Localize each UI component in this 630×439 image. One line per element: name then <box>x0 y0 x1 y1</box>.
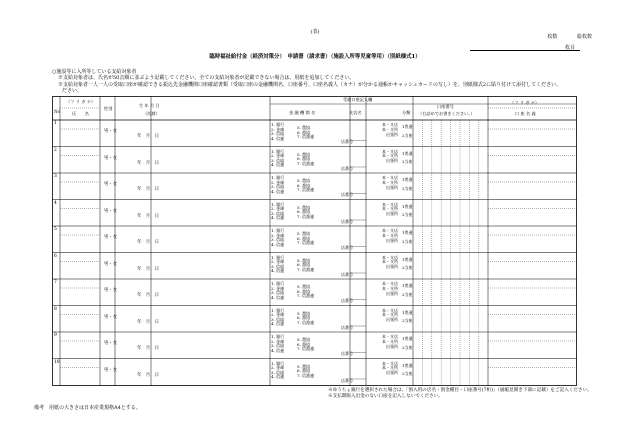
institution-type-list-2 <box>297 259 314 273</box>
branch-type-list <box>370 335 398 349</box>
header-name: 氏 名 <box>72 111 89 116</box>
branch-type-list <box>370 282 398 296</box>
account-type-option: 1普通 <box>402 362 413 368</box>
birthdate-field: 年 月 日 <box>137 187 159 192</box>
institution-type-list <box>271 335 284 353</box>
branch-option: 出張所 <box>386 237 398 243</box>
institution-option: 2. 金庫 <box>271 259 285 265</box>
account-type-list <box>402 123 413 141</box>
shop-number-label: 店番号 <box>341 351 353 356</box>
sex-option: 男・女 <box>104 314 118 320</box>
branch-option: 本・支店 <box>382 122 398 127</box>
institution-option: 4. 信連 <box>271 321 285 327</box>
sex-option: 男・女 <box>104 367 118 373</box>
institution-option: 3. 信組 <box>271 184 285 190</box>
institution-option: 3. 信組 <box>271 237 285 243</box>
account-type-option: 2当座 <box>402 318 413 324</box>
institution-option: 6. 漁協 <box>297 156 311 162</box>
header-account-group: 受取口座記入欄 <box>343 97 373 102</box>
institution-option: 7. 信漁連 <box>297 240 315 246</box>
institution-option: 5. 農協 <box>297 125 311 130</box>
account-type-option: 2当座 <box>402 132 413 138</box>
branch-type-list <box>370 256 398 270</box>
account-type-option: 2当座 <box>402 185 413 191</box>
table-border <box>53 97 577 386</box>
page-number: (表) <box>310 29 320 35</box>
account-type-option: 1普通 <box>402 230 413 235</box>
branch-option: 本・支所 <box>382 365 398 371</box>
header-holder: 口 座 名 義 <box>515 111 536 116</box>
institution-option: 4. 信連 <box>271 188 285 194</box>
branch-option: 本・支所 <box>382 338 398 344</box>
row-number: 9 <box>54 333 57 338</box>
branch-option: 出張所 <box>386 211 398 217</box>
branch-type-list <box>370 362 398 376</box>
institution-option: 5. 農協 <box>297 178 311 183</box>
institution-option: 4. 信連 <box>271 162 285 168</box>
note-alphabetical: ※支給対象者は、氏名が50音順に並ぶよう記載してください。全ての支給対象者が記載できない場合は、用紙を追加してください。 <box>58 75 355 81</box>
footnote-no-dormant: ※支払期限入出金のない口座を記入しないでください。 <box>328 394 443 399</box>
institution-option: 1. 銀行 <box>271 254 285 260</box>
branch-option: 出張所 <box>386 264 398 270</box>
row-number: 7 <box>54 280 57 285</box>
institution-option: 7. 信漁連 <box>297 293 315 299</box>
birthdate-field: 年 月 日 <box>137 160 159 166</box>
account-type-list <box>402 150 413 168</box>
branch-option: 出張所 <box>386 184 398 190</box>
header-holder-kana: （フ リ ガ ナ） <box>510 100 540 105</box>
header-sex: 性別 <box>104 106 113 111</box>
institution-option: 5. 農協 <box>297 151 311 157</box>
branch-type-list <box>370 150 398 164</box>
row-number: 10 <box>54 359 60 365</box>
shop-number-label: 店番号 <box>341 377 353 383</box>
shop-number-label: 店番号 <box>341 271 353 277</box>
institution-option: 3. 信組 <box>271 157 285 163</box>
header-dob-sub: （西暦） <box>143 111 160 116</box>
sheet-number-line <box>470 50 580 51</box>
row-number: 5 <box>54 227 57 232</box>
institution-option: 7. 信漁連 <box>297 319 315 325</box>
branch-option: 本・支店 <box>382 201 398 207</box>
branch-option: 本・支店 <box>382 334 398 339</box>
branch-option: 本・支店 <box>382 148 398 154</box>
account-type-option: 1普通 <box>402 124 413 129</box>
institution-option: 1. 銀行 <box>271 228 285 233</box>
institution-type-list <box>271 362 284 380</box>
institution-type-list-2 <box>297 365 314 379</box>
row-number: 4 <box>54 200 57 206</box>
header-dob: 生 年 月 日 <box>139 103 160 108</box>
institution-option: 2. 金庫 <box>271 232 285 238</box>
branch-option: 出張所 <box>386 290 398 296</box>
branch-option: 出張所 <box>386 131 398 137</box>
institution-option: 7. 信漁連 <box>297 187 315 193</box>
branch-option: 出張所 <box>386 343 398 349</box>
institution-option: 1. 銀行 <box>271 307 285 313</box>
sex-option: 男・女 <box>104 182 118 187</box>
branch-option: 本・支店 <box>382 254 398 260</box>
row-number: 3 <box>54 174 57 179</box>
institution-type-list-2 <box>297 179 314 193</box>
branch-option: 本・支所 <box>382 285 398 291</box>
shop-number-label: 店番号 <box>341 192 353 197</box>
sex-option: 男・女 <box>104 261 118 267</box>
account-type-option: 2当座 <box>402 265 413 271</box>
institution-option: 1. 銀行 <box>271 201 285 207</box>
institution-option: 4. 信連 <box>271 294 285 300</box>
institution-option: 6. 漁協 <box>297 315 311 321</box>
account-type-list <box>402 229 413 247</box>
institution-option: 4. 信連 <box>271 374 285 380</box>
institution-type-list <box>271 309 284 327</box>
institution-option: 1. 銀行 <box>271 148 285 154</box>
branch-option: 本・支所 <box>382 259 398 265</box>
institution-option: 5. 農協 <box>297 257 311 263</box>
branch-option: 出張所 <box>386 370 398 376</box>
institution-option: 2. 金庫 <box>271 206 285 212</box>
institution-option: 7. 信漁連 <box>297 266 315 272</box>
sheet-count-label: 枚数 <box>547 34 558 40</box>
document-title: 臨時福祉給付金（経済対策分） 申請書（請求書）（施設入所等児童等用）（別紙様式1） <box>209 54 421 60</box>
institution-type-list <box>271 176 284 194</box>
institution-option: 6. 漁協 <box>297 288 311 294</box>
institution-option: 5. 農協 <box>297 363 311 369</box>
sheet-total-label: 総枚数 <box>576 34 592 40</box>
account-type-option: 1普通 <box>402 309 413 315</box>
branch-option: 本・支店 <box>382 175 398 180</box>
birthdate-field: 年 月 日 <box>137 293 159 298</box>
shop-number-label: 店番号 <box>341 165 353 171</box>
institution-type-list-2 <box>297 126 314 140</box>
account-type-list <box>402 335 413 353</box>
institution-option: 3. 信組 <box>271 210 285 216</box>
institution-option: 5. 農協 <box>297 284 311 289</box>
institution-option: 7. 信漁連 <box>297 160 315 166</box>
institution-type-list-2 <box>297 206 314 220</box>
institution-option: 4. 信連 <box>271 347 285 353</box>
institution-option: 4. 信連 <box>271 268 285 274</box>
institution-option: 2. 金庫 <box>271 126 285 132</box>
institution-option: 5. 農協 <box>297 337 311 342</box>
branch-option: 本・支所 <box>382 312 398 318</box>
institution-option: 5. 農協 <box>297 310 311 316</box>
institution-option: 1. 銀行 <box>271 281 285 286</box>
header-account-no-sub: （右詰めでお書きください。） <box>418 111 475 116</box>
birthdate-field: 年 月 日 <box>137 319 159 325</box>
institution-type-list-2 <box>297 285 314 299</box>
account-type-option: 2当座 <box>402 159 413 165</box>
account-type-option: 2当座 <box>402 371 413 377</box>
institution-type-list <box>271 229 284 247</box>
branch-option: 本・支店 <box>382 307 398 313</box>
institution-option: 7. 信漁連 <box>297 134 315 140</box>
institution-option: 1. 銀行 <box>271 175 285 180</box>
institution-option: 3. 信組 <box>271 343 285 349</box>
institution-option: 6. 漁協 <box>297 341 311 347</box>
institution-option: 2. 金庫 <box>271 312 285 318</box>
institution-option: 6. 漁協 <box>297 182 311 188</box>
note-account-docs: ※支給対象者一人一人の受取口座が確認できる振込先金融機関口座確認書類（受取口座の金融機関名、口座番号、口座名義人（カナ）が分かる通帳かキャッシュカードの写し）を、別紙様式2に貼り付けて添付してください。 <box>58 82 562 88</box>
institution-option: 2. 金庫 <box>271 153 285 159</box>
birthdate-field: 年 月 日 <box>137 266 159 272</box>
institution-option: 1. 銀行 <box>271 334 285 339</box>
header-kana: （フ リ ガ ナ） <box>66 99 96 104</box>
branch-option: 出張所 <box>386 317 398 323</box>
account-type-option: 1普通 <box>402 283 413 288</box>
branch-option: 本・支所 <box>382 126 398 132</box>
institution-type-list <box>271 123 284 141</box>
branch-option: 本・支店 <box>382 228 398 233</box>
branch-option: 出張所 <box>386 158 398 164</box>
birthdate-field: 年 月 日 <box>137 240 159 245</box>
institution-option: 6. 漁協 <box>297 368 311 374</box>
sex-option: 男・女 <box>104 155 118 161</box>
header-no: No <box>54 109 61 114</box>
birthdate-field: 年 月 日 <box>137 134 159 139</box>
remark: 備考 用紙の大きさは日本産業規格A4とする。 <box>34 405 141 411</box>
institution-type-list-2 <box>297 153 314 167</box>
institution-option: 6. 漁協 <box>297 235 311 241</box>
branch-type-list <box>370 176 398 190</box>
account-type-list <box>402 176 413 194</box>
institution-option: 7. 信漁連 <box>297 213 315 219</box>
account-type-option: 2当座 <box>402 212 413 218</box>
birthdate-field: 年 月 日 <box>137 372 159 378</box>
institution-type-list <box>271 282 284 300</box>
institution-option: 3. 信組 <box>271 369 285 375</box>
branch-option: 本・支所 <box>382 153 398 159</box>
institution-option: 6. 漁協 <box>297 129 311 135</box>
institution-option: 2. 金庫 <box>271 365 285 371</box>
birthdate-field: 年 月 日 <box>137 213 159 219</box>
branch-type-list <box>370 203 398 217</box>
account-type-option: 2当座 <box>402 291 413 297</box>
branch-option: 本・支所 <box>382 232 398 238</box>
row-number: 1 <box>54 121 57 126</box>
account-type-option: 1普通 <box>402 150 413 156</box>
account-type-list <box>402 309 413 327</box>
branch-type-list <box>370 123 398 137</box>
institution-type-list-2 <box>297 338 314 352</box>
institution-type-list <box>271 203 284 221</box>
branch-option: 本・支店 <box>382 281 398 286</box>
branch-option: 本・支店 <box>382 360 398 366</box>
shop-number-label: 店番号 <box>341 218 353 224</box>
sex-option: 男・女 <box>104 288 118 293</box>
header-institution: 金 融 機 関 名 <box>289 110 316 115</box>
row-number: 2 <box>54 147 57 153</box>
account-type-list <box>402 256 413 274</box>
account-type-option: 2当座 <box>402 238 413 244</box>
section-heading: ○施設等に入所等している支給対象者 <box>52 69 137 75</box>
note-account-docs-cont: ださい。 <box>62 88 83 94</box>
institution-type-list-2 <box>297 232 314 246</box>
footnote-yucho: ※ゆうちょ銀行を選択された場合は、「預入用の店名・預金種目・口座番号(7桁)」（通帳見開き下部に記載）をご記入ください。 <box>328 388 592 393</box>
institution-option: 3. 信組 <box>271 316 285 322</box>
institution-type-list-2 <box>297 312 314 326</box>
account-type-option: 1普通 <box>402 256 413 262</box>
institution-option: 4. 信連 <box>271 215 285 221</box>
institution-option: 4. 信連 <box>271 135 285 141</box>
sex-option: 男・女 <box>104 341 118 346</box>
institution-option: 6. 漁協 <box>297 209 311 215</box>
institution-option: 3. 信組 <box>271 131 285 137</box>
account-type-option: 1普通 <box>402 336 413 341</box>
sex-option: 男・女 <box>104 208 118 214</box>
institution-option: 1. 銀行 <box>271 360 285 366</box>
header-branch: 支店名 <box>349 110 362 115</box>
sex-option: 男・女 <box>104 235 118 240</box>
institution-option: 2. 金庫 <box>271 338 285 344</box>
branch-option: 本・支所 <box>382 206 398 212</box>
application-table-grid <box>52 96 577 386</box>
branch-type-list <box>370 229 398 243</box>
branch-option: 本・支所 <box>382 179 398 185</box>
account-type-option: 1普通 <box>402 177 413 182</box>
account-type-option: 1普通 <box>402 203 413 209</box>
shop-number-label: 店番号 <box>341 298 353 303</box>
sheet-counter <box>529 33 592 40</box>
institution-option: 4. 信連 <box>271 241 285 247</box>
shop-number-label: 店番号 <box>341 324 353 330</box>
shop-number-label: 店番号 <box>341 245 353 250</box>
institution-option: 2. 金庫 <box>271 285 285 291</box>
institution-option: 2. 金庫 <box>271 179 285 185</box>
institution-option: 5. 農協 <box>297 204 311 210</box>
institution-option: 6. 漁協 <box>297 262 311 268</box>
header-type: 分類 <box>402 110 411 115</box>
shop-number-label: 店番号 <box>341 139 353 144</box>
institution-option: 7. 信漁連 <box>297 372 315 378</box>
account-type-list <box>402 282 413 300</box>
branch-type-list <box>370 309 398 323</box>
birthdate-field: 年 月 日 <box>137 346 159 351</box>
institution-type-list <box>271 150 284 168</box>
institution-option: 1. 銀行 <box>271 122 285 127</box>
sex-option: 男・女 <box>104 129 118 134</box>
institution-type-list <box>271 256 284 274</box>
header-account-no: 口座番号 <box>437 104 454 109</box>
institution-option: 3. 信組 <box>271 290 285 296</box>
row-number: 8 <box>54 306 57 312</box>
account-type-list <box>402 203 413 221</box>
institution-option: 7. 信漁連 <box>297 346 315 352</box>
institution-option: 5. 農協 <box>297 231 311 236</box>
account-type-option: 2当座 <box>402 344 413 350</box>
row-number: 6 <box>54 253 57 259</box>
sheet-number-label: 枚目 <box>564 45 575 51</box>
account-type-list <box>402 362 413 380</box>
institution-option: 3. 信組 <box>271 263 285 269</box>
